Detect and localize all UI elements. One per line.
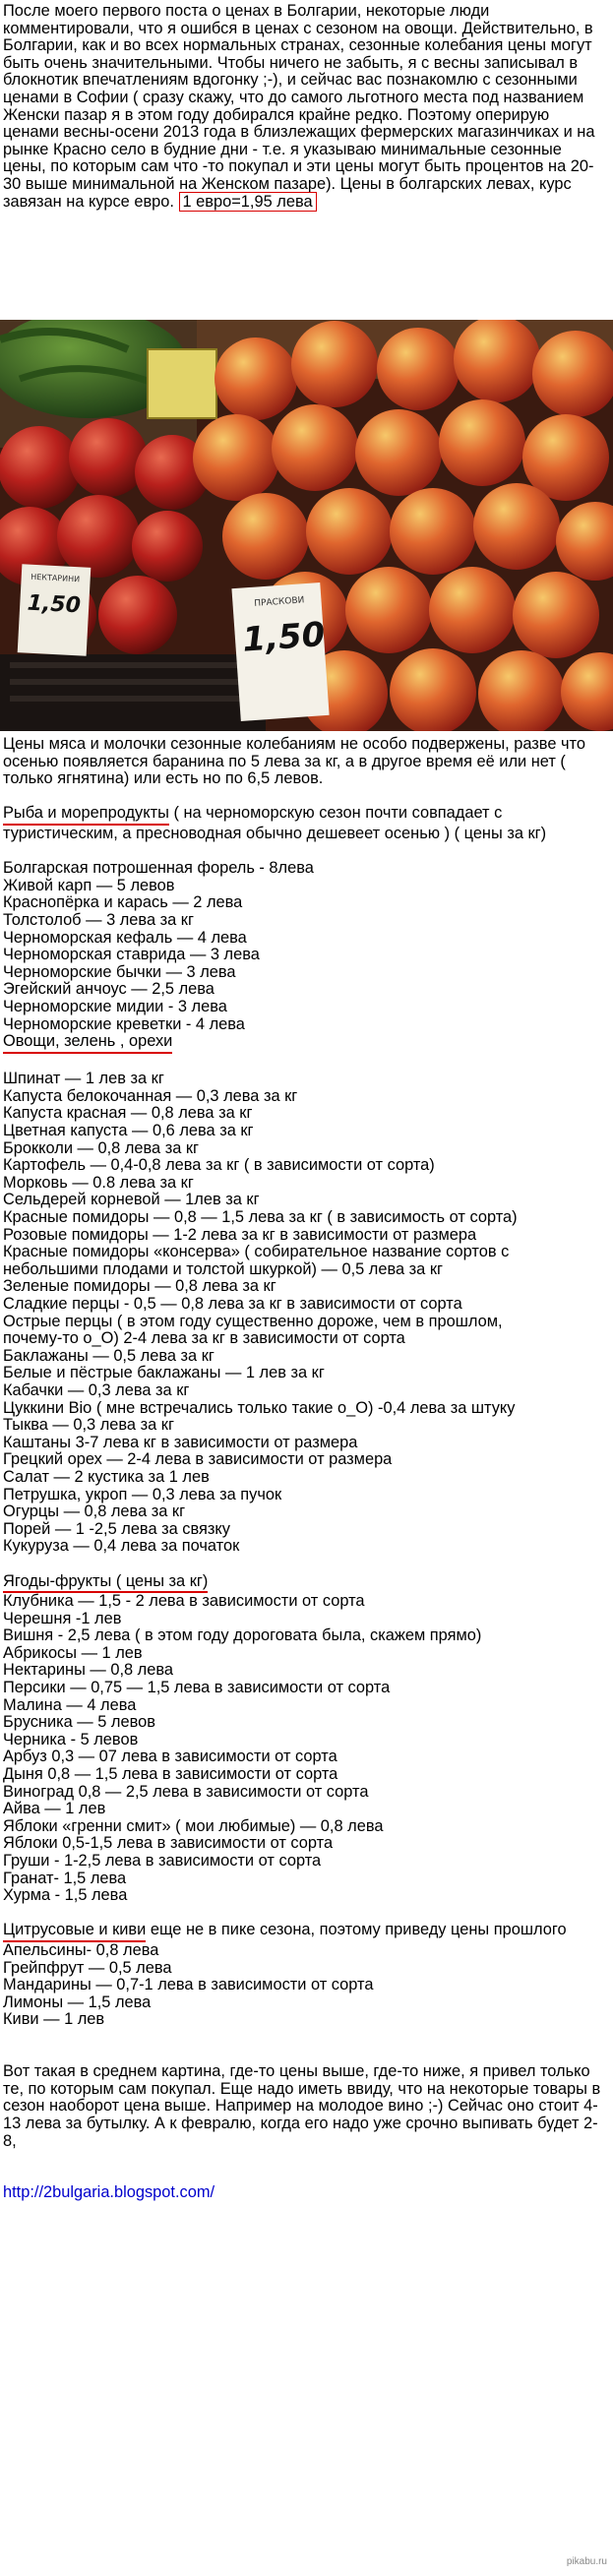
veg-list [3, 1071, 607, 1556]
list-item: Кабачки — 0,3 лева за кг [3, 1380, 190, 1399]
list-item: Тыква — 0,3 лева за кг [3, 1416, 174, 1435]
price-sign-nectarines [21, 572, 89, 628]
list-item: Виноград 0,8 — 2,5 лева в зависимости от сорта [3, 1782, 369, 1801]
list-item: Салат — 2 кустика за 1 лев [3, 1467, 210, 1486]
list-item: Мандарины — 0,7-1 лева в зависимости от сорта [3, 1976, 374, 1994]
fish-heading: Рыба и морепродукты [3, 805, 169, 826]
spacer [3, 2150, 607, 2168]
spacer [3, 1054, 607, 1072]
body-section [0, 736, 613, 2202]
list-item: Краснопёрка и карась — 2 лева [3, 893, 243, 912]
list-item: Клубника — 1,5 - 2 лева в зависимости от сорта [3, 1592, 365, 1611]
list-item: Абрикосы — 1 лев [3, 1643, 143, 1662]
list-item: Баклажаны — 0,5 лева за кг [3, 1346, 215, 1365]
fish-note: ( на черноморскую сезон почти совпадает с туристическим, а пресноводная обычно дешевеет осенью ) ( цены за кг) [3, 804, 547, 842]
watermark: pikabu.ru [566, 2556, 607, 2568]
citrus-list [3, 1942, 607, 2029]
list-item: Белые и пёстрые баклажаны — 1 лев за кг [3, 1364, 325, 1382]
list-item: Розовые помидоры — 1-2 лева за кг в зависимости от размера [3, 1225, 477, 1244]
list-item: Черника - 5 левов [3, 1730, 139, 1748]
source-link-line [3, 2184, 607, 2202]
list-item: Черноморская ставрида — 3 лева [3, 946, 260, 964]
list-item: Живой карп — 5 левов [3, 876, 175, 894]
veg-heading: Овощи, зелень , орехи [3, 1033, 172, 1054]
peaches-photo [0, 320, 613, 731]
list-item: Черноморская кефаль — 4 лева [3, 928, 247, 947]
list-item: Апельсины- 0,8 лева [3, 1940, 159, 1959]
intro-section [0, 0, 613, 211]
list-item: Черноморские бычки — 3 лева [3, 962, 236, 981]
price-sign-peaches-price: 1,50 [241, 614, 327, 660]
list-item: Персики — 0,75 — 1,5 лева в зависимости от сорта [3, 1679, 391, 1697]
list-item: небольшими плодами и толстой шкуркой) — 0,5 лева за кг [3, 1259, 444, 1278]
list-item: Петрушка, укроп — 0,3 лева за пучок [3, 1485, 282, 1503]
peaches-photo-image [0, 320, 613, 731]
spacer [3, 1905, 607, 1923]
spacer [3, 788, 607, 806]
list-item: Айва — 1 лев [3, 1800, 106, 1818]
intro-paragraph [3, 0, 607, 211]
list-item: Нектарины — 0,8 лева [3, 1661, 174, 1680]
list-item: почему-то о_О) 2-4 лева за кг в зависимости от сорта [3, 1329, 405, 1348]
list-item: Капуста красная — 0,8 лева за кг [3, 1104, 253, 1123]
list-item: Острые перцы ( в этом году существенно дороже, чем в прошлом, [3, 1312, 503, 1330]
fruit-heading-line [3, 1573, 607, 1594]
list-item: Морковь — 0.8 лева за кг [3, 1173, 194, 1192]
list-item: Брокколи — 0,8 лева за кг [3, 1138, 200, 1157]
price-sign-nectarines-price: 1,50 [27, 590, 82, 619]
price-sign-nectarines-label: НЕКТАРИНИ [31, 572, 81, 584]
spacer [3, 843, 607, 861]
price-sign-peaches-label: ПРАСКОВИ [254, 595, 305, 609]
list-item: Черешня -1 лев [3, 1609, 122, 1627]
spacer [3, 2047, 607, 2064]
citrus-intro [3, 1922, 607, 1942]
list-item: Хурма - 1,5 лева [3, 1886, 128, 1905]
list-item: Шпинат — 1 лев за кг [3, 1070, 164, 1088]
fruit-list [3, 1593, 607, 1905]
list-item: Красные помидоры — 0,8 — 1,5 лева за кг ( в зависимость от сорта) [3, 1208, 518, 1227]
fish-list [3, 860, 607, 1033]
spacer [3, 2029, 607, 2047]
veg-heading-line [3, 1033, 607, 1054]
price-sign-peaches [240, 594, 327, 669]
fruit-heading: Ягоды-фрукты ( цены за кг) [3, 1573, 208, 1594]
spacer [3, 1556, 607, 1573]
list-item: Эгейский анчоус — 2,5 лева [3, 980, 215, 999]
list-item: Огурцы — 0,8 лева за кг [3, 1503, 186, 1521]
list-item: Каштаны 3-7 лева кг в зависимости от размера [3, 1433, 358, 1451]
list-item: Арбуз 0,3 — 07 лева в зависимости от сорта [3, 1748, 337, 1766]
outro-paragraph: Вот такая в среднем картина, где-то цены выше, где-то ниже, я привел только те, по которым сам покупал. Еще надо иметь ввиду, что на некоторые товары в сезон наоборот цена выше. Например на молодое вино ;-) Сейчас оно стоит 4-13 лева за бутылку. А к февралю, когда его надо уже срочно выпивать будет 2-8, [3, 2062, 601, 2150]
list-item: Яблоки «гренни смит» ( мои любимые) — 0,8 лева [3, 1816, 384, 1835]
list-item: Красные помидоры «консерва» ( собирательное название сортов с [3, 1243, 510, 1261]
list-item: Груши - 1-2,5 лева в зависимости от сорта [3, 1852, 322, 1870]
list-item: Черноморские мидии - 3 лева [3, 997, 227, 1015]
list-item: Лимоны — 1,5 лева [3, 1993, 152, 2011]
list-item: Грецкий орех — 2-4 лева в зависимости от размера [3, 1450, 393, 1469]
citrus-heading: Цитрусовые и киви [3, 1922, 146, 1942]
list-item: Цветная капуста — 0,6 лева за кг [3, 1122, 254, 1140]
list-item: Малина — 4 лева [3, 1695, 137, 1714]
list-item: Зеленые помидоры — 0,8 лева за кг [3, 1277, 276, 1296]
list-item: Сельдерей корневой — 1лев за кг [3, 1191, 260, 1209]
list-item: Болгарская потрошенная форель - 8лева [3, 859, 314, 878]
list-item: Киви — 1 лев [3, 2010, 105, 2029]
list-item: Вишня - 2,5 лева ( в этом году дороговата была, скажем прямо) [3, 1626, 482, 1645]
meat-paragraph: Цены мяса и молочки сезонные колебаниям не особо подвержены, разве что осенью появляется баранина по 5 лева за кг, а в другое время её или нет ( только ягнятина) или есть но по 6,5 левов. [3, 735, 585, 788]
list-item: Дыня 0,8 — 1,5 лева в зависимости от сорта [3, 1765, 338, 1784]
intro-text: После моего первого поста о ценах в Болгарии, некоторые люди комментировали, что я ошибся в ценах с сезоном на овощи. Действительно, в Болгарии, как и во всех нормальных странах, сезонные колебания цены могут быть очень значительными. Чтобы ничего не забыть, я с весны записывал в блокнотик впечатлениям вдогонку ;-), и сейчас вас познакомлю с сезонными ценами в Софии ( сразу скажу, что до самого льготного места под названием Женски пазар я в этом году добирался крайне редко. Поэтому оперирую ценами весны-осени 2013 года в близлежащих фермерских магазинчиках и на рынке Красно село в будние дни - т.е. я указываю минимальные сезонные цены, по которым сам что -то покупал и эти цены могут быть процентов на 20-30 выше минимальной на Женском пазаре). Цены в болгарских левах, курс завязан на курсе евро. [3, 2, 595, 211]
spacer [3, 2168, 607, 2185]
list-item: Сладкие перцы - 0,5 — 0,8 лева за кг в зависимости от сорта [3, 1295, 462, 1313]
list-item: Яблоки 0,5-1,5 лева в зависимости от сорта [3, 1834, 334, 1853]
list-item: Кукуруза — 0,4 лева за початок [3, 1537, 240, 1556]
list-item: Брусника — 5 левов [3, 1713, 155, 1732]
list-item: Цуккини Bio ( мне встречались только такие о_О) -0,4 лева за штуку [3, 1398, 516, 1417]
exchange-rate: 1 евро=1,95 лева [179, 192, 317, 212]
list-item: Черноморские креветки - 4 лева [3, 1014, 245, 1033]
list-item: Капуста белокочанная — 0,3 лева за кг [3, 1086, 298, 1105]
list-item: Гранат- 1,5 лева [3, 1869, 127, 1887]
source-link[interactable]: http://2bulgaria.blogspot.com/ [3, 2183, 215, 2202]
list-item: Грейпфрут — 0,5 лева [3, 1958, 172, 1977]
list-item: Картофель — 0,4-0,8 лева за кг ( в зависимости от сорта) [3, 1156, 435, 1175]
citrus-note: еще не в пике сезона, поэтому приведу цены прошлого [150, 1921, 567, 1939]
list-item: Толстолоб — 3 лева за кг [3, 910, 194, 929]
list-item: Порей — 1 -2,5 лева за связку [3, 1519, 230, 1538]
fish-intro [3, 805, 607, 842]
